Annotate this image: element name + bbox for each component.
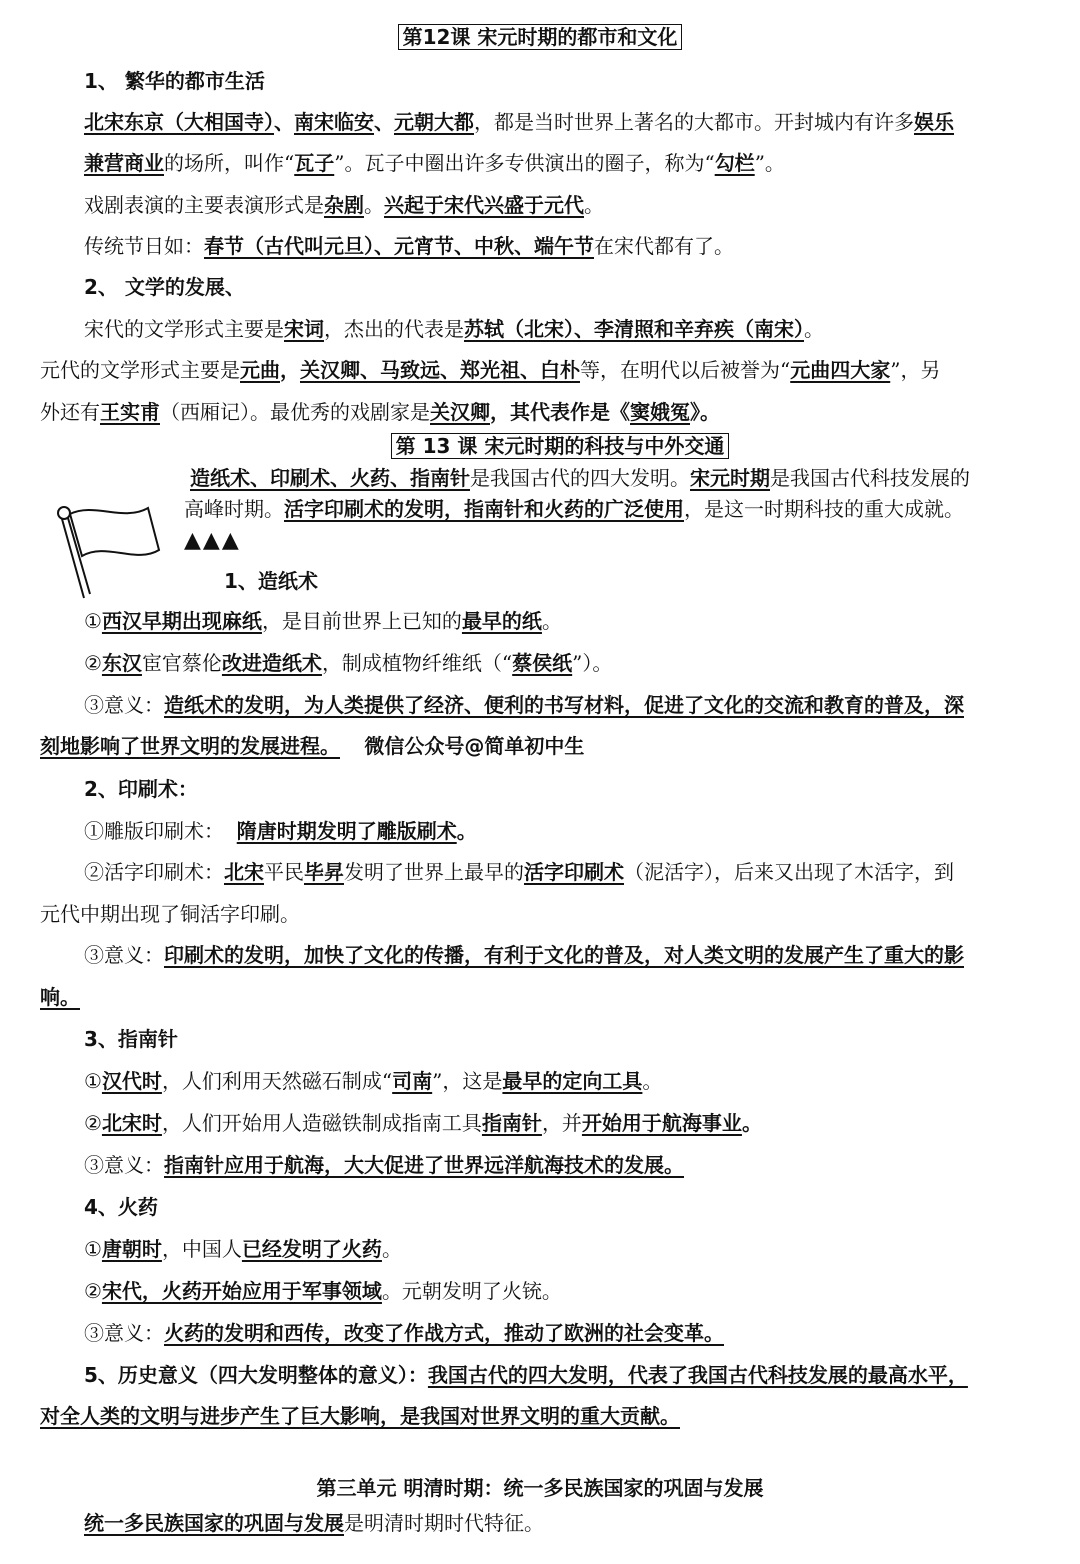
- text: ③意义：: [84, 1321, 164, 1345]
- paragraph-line: [84, 1108, 1046, 1138]
- text: ”。瓦子中圈出许多专供演出的圈子，称为“: [334, 151, 715, 175]
- paragraph-line: [84, 231, 1046, 261]
- key-term: 指南针: [481, 1111, 542, 1135]
- text: ，制成植物纤维纸（“: [321, 651, 513, 675]
- key-term: 唐朝时: [101, 1237, 162, 1261]
- paragraph-line: [84, 190, 1046, 220]
- text: 元代的文学形式主要是: [40, 358, 240, 382]
- paragraph-line: [84, 690, 1046, 720]
- paragraph-line: [40, 731, 1046, 761]
- paragraph-line: [84, 816, 1046, 846]
- text: 。: [381, 1237, 402, 1261]
- key-term: 元曲: [240, 358, 280, 382]
- key-term: 隋唐时期发明了雕版刷术: [236, 819, 457, 843]
- text: 。: [541, 609, 562, 633]
- key-term: 杂剧: [324, 193, 364, 217]
- key-term: 对全人类的文明与进步产生了巨大影响，是我国对世界文明的重大贡献。: [40, 1404, 680, 1428]
- key-term: 宋词: [284, 317, 324, 341]
- paragraph-line: [40, 397, 1046, 427]
- text: ①: [84, 1237, 102, 1261]
- key-term: 北宋时: [101, 1111, 162, 1135]
- key-term: 司南: [392, 1069, 433, 1093]
- text: 外还有: [40, 400, 100, 424]
- paragraph-line: [84, 1234, 1046, 1264]
- key-term: 我国古代的四大发明，代表了我国古代科技发展的最高水平，: [427, 1363, 968, 1387]
- text: 、: [374, 110, 394, 134]
- text: ，杰出的代表是: [324, 317, 464, 341]
- paragraph-line: [40, 1401, 1046, 1431]
- key-term: 窦娥冤: [630, 400, 690, 424]
- section-heading: 2、 文学的发展、: [84, 275, 245, 299]
- text: 是我国古代科技发展的: [770, 466, 970, 490]
- key-term: 响。: [40, 985, 80, 1009]
- key-term: 兼营商业: [84, 151, 164, 175]
- key-term: 元曲四大家: [790, 358, 891, 382]
- key-term: 改进造纸术: [221, 651, 322, 675]
- key-term: 春节（古代叫元旦）、元宵节、中秋、端午节: [204, 234, 594, 258]
- text: 高峰时期。: [184, 497, 284, 521]
- key-term: 汉代时: [101, 1069, 162, 1093]
- key-term: 宋代，火药开始应用于军事领域: [101, 1279, 382, 1303]
- paragraph-line: [84, 648, 1046, 678]
- key-term: 活字印刷术的发明，指南针和火药的广泛使用: [284, 497, 684, 521]
- key-term: 活字印刷术: [524, 860, 624, 884]
- text: 。: [584, 193, 604, 217]
- unit3-title: 第三单元 明清时期：统一多民族国家的巩固与发展: [316, 1476, 764, 1500]
- text: （泥活字），后来又出现了木活字，到: [624, 860, 954, 884]
- text: ①雕版印刷术：: [84, 819, 237, 843]
- text: （西厢记）。最优秀的戏剧家是: [160, 400, 430, 424]
- section-heading: 1、造纸术: [224, 569, 318, 593]
- text: ，人们利用天然磁石制成“: [161, 1069, 393, 1093]
- text: 在宋代都有了。: [594, 234, 734, 258]
- key-term: 瓦子: [294, 151, 335, 175]
- key-term: 宋元时期: [690, 466, 770, 490]
- text: 。: [741, 1111, 762, 1135]
- key-term: 已经发明了火药: [241, 1237, 382, 1261]
- key-term: 娱乐: [914, 110, 954, 134]
- paragraph-line: [84, 857, 1046, 887]
- key-term: 最早的定向工具: [502, 1069, 643, 1093]
- text: ，人们开始用人造磁铁制成指南工具: [161, 1111, 482, 1135]
- text: ②: [84, 651, 102, 675]
- paragraph-line: [84, 1360, 1046, 1390]
- paragraph-line: [84, 1066, 1046, 1096]
- paragraph-line: [40, 355, 1046, 385]
- section-heading: 2、印刷术：: [84, 777, 198, 801]
- key-term: 元朝大都: [394, 110, 474, 134]
- paragraph-line: [84, 1508, 1046, 1538]
- key-term: 关汉卿、马致远、郑光祖、白朴: [300, 358, 580, 382]
- text: 、: [274, 110, 294, 134]
- key-term: 西汉早期出现麻纸: [101, 609, 262, 633]
- paragraph-line: [84, 314, 1046, 344]
- text: 宋代的文学形式主要是: [84, 317, 284, 341]
- paragraph-line: [84, 1276, 1046, 1306]
- paragraph-line: [84, 1318, 1046, 1348]
- text: 宦官蔡伦: [141, 651, 222, 675]
- key-term: 关汉卿: [430, 400, 490, 424]
- text: 》。: [690, 400, 720, 424]
- text: 是明清时期时代特征。: [344, 1511, 544, 1535]
- text: ，并: [541, 1111, 582, 1135]
- text: ，是目前世界上已知的: [261, 609, 462, 633]
- key-term: 南宋临安: [294, 110, 374, 134]
- text: ③意义：: [84, 943, 164, 967]
- text: ”）。: [572, 651, 613, 675]
- text: 等，在明代以后被誉为“: [580, 358, 791, 382]
- text: ②活字印刷术：: [84, 860, 224, 884]
- text: 。: [804, 317, 824, 341]
- key-term: 北宋东京（大相国寺）: [84, 110, 274, 134]
- paragraph-line: [84, 1150, 1046, 1180]
- key-term: 统一多民族国家的巩固与发展: [84, 1511, 344, 1535]
- text: 发明了世界上最早的: [344, 860, 524, 884]
- key-term: 东汉: [101, 651, 142, 675]
- paragraph-line: 元代中期出现了铜活字印刷。: [40, 902, 300, 926]
- paragraph-line: [84, 606, 1046, 636]
- text: ②: [84, 1111, 102, 1135]
- paragraph-line: [40, 982, 1046, 1012]
- lesson12-title: 第12课 宋元时期的都市和文化: [398, 24, 683, 50]
- text: ①: [84, 1069, 102, 1093]
- key-term: 王实甫: [100, 400, 160, 424]
- text: 是我国古代的四大发明。: [470, 466, 690, 490]
- text: 。: [364, 193, 384, 217]
- text: 5、历史意义（四大发明整体的意义）：: [84, 1363, 428, 1387]
- key-term: 开始用于航海事业: [581, 1111, 742, 1135]
- key-term: 造纸术的发明，为人类提供了经济、便利的书写材料，促进了文化的交流和教育的普及，深: [164, 693, 964, 717]
- lesson12-title-line: [0, 22, 1080, 52]
- key-term: 最早的纸: [461, 609, 542, 633]
- key-term: 火药的发明和西传，改变了作战方式，推动了欧洲的社会变革。: [164, 1321, 724, 1345]
- section-heading: 3、指南针: [84, 1027, 178, 1051]
- key-term: 刻地影响了世界文明的发展进程。: [40, 734, 340, 758]
- text: ③意义：: [84, 1153, 164, 1177]
- text: ，其代表作是《: [490, 400, 630, 424]
- text: ③意义：: [84, 693, 164, 717]
- watermark-text: 微信公众号@简单初中生: [364, 734, 585, 758]
- text: ”，另: [890, 358, 941, 382]
- text: ”。: [754, 151, 785, 175]
- text: ，中国人: [161, 1237, 242, 1261]
- text: 戏剧表演的主要表演形式是: [84, 193, 324, 217]
- text: 传统节日如：: [84, 234, 204, 258]
- text: 。元朝发明了火铳。: [381, 1279, 562, 1303]
- lesson13-title: 第 13 课 宋元时期的科技与中外交通: [391, 433, 730, 459]
- key-term: 蔡侯纸: [512, 651, 573, 675]
- section-heading: 4、火药: [84, 1195, 158, 1219]
- text: 。: [456, 819, 477, 843]
- key-term: 印刷术的发明，加快了文化的传播，有利于文化的普及，对人类文明的发展产生了重大的影: [164, 943, 964, 967]
- key-term: 指南针应用于航海，大大促进了世界远洋航海技术的发展。: [164, 1153, 684, 1177]
- paragraph-line: [84, 940, 1046, 970]
- key-term: 勾栏: [714, 151, 755, 175]
- key-term: 兴起于宋代兴盛于元代: [384, 193, 584, 217]
- text: ，都是当时世界上著名的大都市。开封城内有许多: [474, 110, 914, 134]
- text: 的场所，叫作“: [164, 151, 295, 175]
- key-term: 北宋: [224, 860, 264, 884]
- text: 平民: [264, 860, 304, 884]
- flag-icon: [44, 494, 164, 604]
- text: ，: [280, 358, 300, 382]
- key-term: 毕昇: [304, 860, 344, 884]
- section-heading: 1、 繁华的都市生活: [84, 69, 265, 93]
- triangle-markers: ▲▲▲: [184, 528, 241, 553]
- paragraph-line: [84, 148, 1046, 178]
- paragraph-line: [84, 107, 1046, 137]
- key-term: 苏轼（北宋）、李清照和辛弃疾（南宋）: [464, 317, 804, 341]
- text: ①: [84, 609, 102, 633]
- text: ②: [84, 1279, 102, 1303]
- lesson13-title-line: [40, 431, 1080, 461]
- key-term: 造纸术、印刷术、火药、指南针: [190, 466, 470, 490]
- text: 。: [642, 1069, 663, 1093]
- paragraph-line: [190, 463, 1046, 493]
- paragraph-line: [184, 494, 1046, 524]
- text: ”，这是: [432, 1069, 503, 1093]
- text: ，是这一时期科技的重大成就。: [684, 497, 964, 521]
